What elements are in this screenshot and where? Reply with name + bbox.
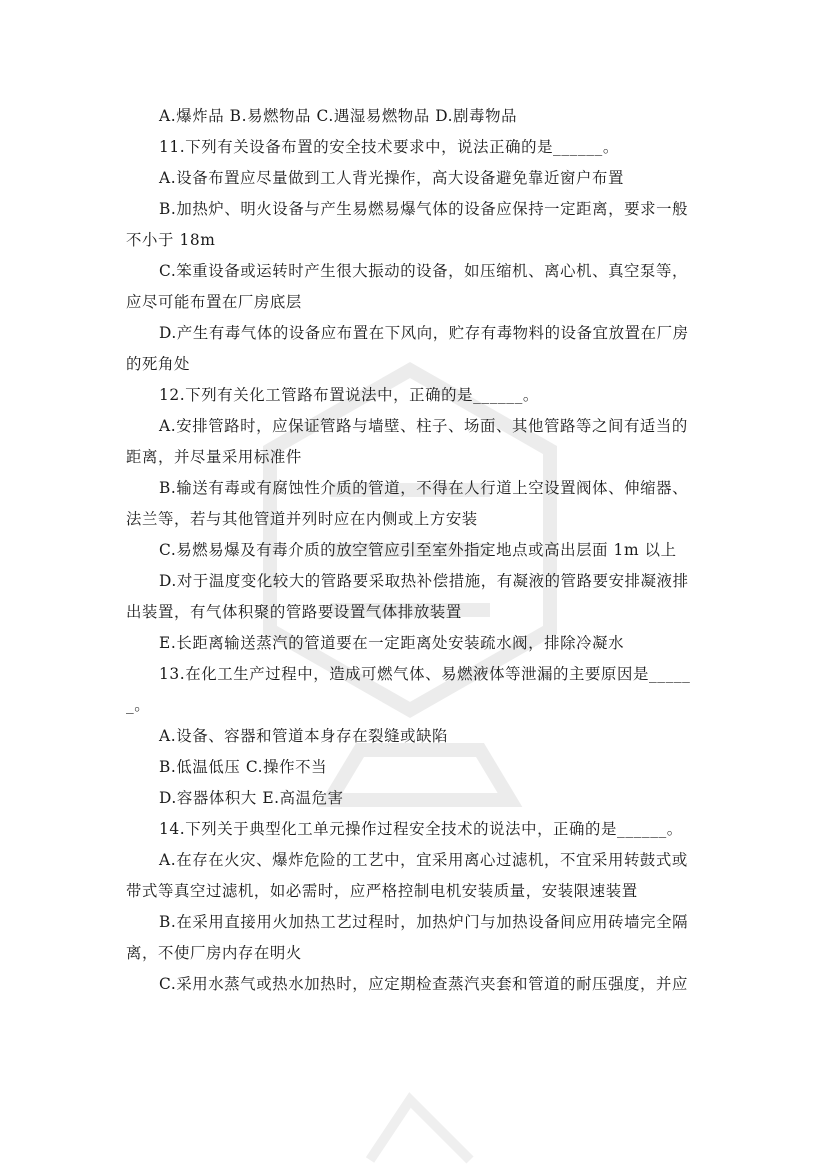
text-line: A.爆炸品 B.易燃物品 C.遇湿易燃物品 D.剧毒物品 xyxy=(159,107,518,125)
text-line: A.设备、容器和管道本身存在裂缝或缺陷 xyxy=(159,727,449,745)
text-line: B.低温低压 C.操作不当 xyxy=(159,758,328,776)
watermark-fragment xyxy=(350,1080,490,1170)
text-line: 12.下列有关化工管路布置说法中，正确的是______。 xyxy=(159,386,539,404)
text-line: 离，不使厂房内存在明火 xyxy=(126,944,302,962)
text-line: 应尽可能布置在厂房底层 xyxy=(126,293,302,311)
text-line: D.容器体积大 E.高温危害 xyxy=(159,789,344,807)
text-line: C.笨重设备或运转时产生很大振动的设备，如压缩机、离心机、真空泵等， xyxy=(159,262,689,280)
text-line: 11.下列有关设备布置的安全技术要求中，说法正确的是______。 xyxy=(159,138,619,156)
text-line: C.采用水蒸气或热水加热时，应定期检查蒸汽夹套和管道的耐压强度，并应 xyxy=(159,975,689,993)
text-line: 距离，并尽量采用标准件 xyxy=(126,448,302,466)
text-line: B.输送有毒或有腐蚀性介质的管道，不得在人行道上空设置阀体、伸缩器、 xyxy=(159,479,689,497)
text-line: A.在存在火灾、爆炸危险的工艺中，宜采用离心过滤机，不宜采用转鼓式或 xyxy=(159,851,688,869)
text-line: 带式等真空过滤机，如必需时，应严格控制电机安装质量，安装限速装置 xyxy=(126,882,638,900)
text-line: D.产生有毒气体的设备应布置在下风向，贮存有毒物料的设备宜放置在厂房 xyxy=(159,324,689,342)
text-line: _。 xyxy=(126,696,151,714)
text-line: A.安排管路时，应保证管路与墙壁、柱子、场面、其他管路等之间有适当的 xyxy=(159,417,688,435)
text-line: 的死角处 xyxy=(126,355,190,373)
text-line: 13.在化工生产过程中，造成可燃气体、易燃液体等泄漏的主要原因是_____ xyxy=(159,665,691,683)
text-line: D.对于温度变化较大的管路要采取热补偿措施，有凝液的管路要安排凝液排 xyxy=(159,572,689,590)
text-line: A.设备布置应尽量做到工人背光操作，高大设备避免靠近窗户布置 xyxy=(159,169,624,187)
document-body xyxy=(126,101,712,1000)
text-line: 法兰等，若与其他管道并列时应在内侧或上方安装 xyxy=(126,510,478,528)
text-line: B.在采用直接用火加热工艺过程时，加热炉门与加热设备间应用砖墙完全隔 xyxy=(159,913,689,931)
text-line: 14.下列关于典型化工单元操作过程安全技术的说法中，正确的是______。 xyxy=(159,820,683,838)
text-line: 出装置，有气体积聚的管路要设置气体排放装置 xyxy=(126,603,462,621)
text-line: 不小于 18m xyxy=(126,231,216,249)
text-line: E.长距离输送蒸汽的管道要在一定距离处安装疏水阀，排除冷凝水 xyxy=(159,634,625,652)
text-line: B.加热炉、明火设备与产生易燃易爆气体的设备应保持一定距离，要求一般 xyxy=(159,200,689,218)
text-line: C.易燃易爆及有毒介质的放空管应引至室外指定地点或高出层面 1m 以上 xyxy=(159,541,677,559)
